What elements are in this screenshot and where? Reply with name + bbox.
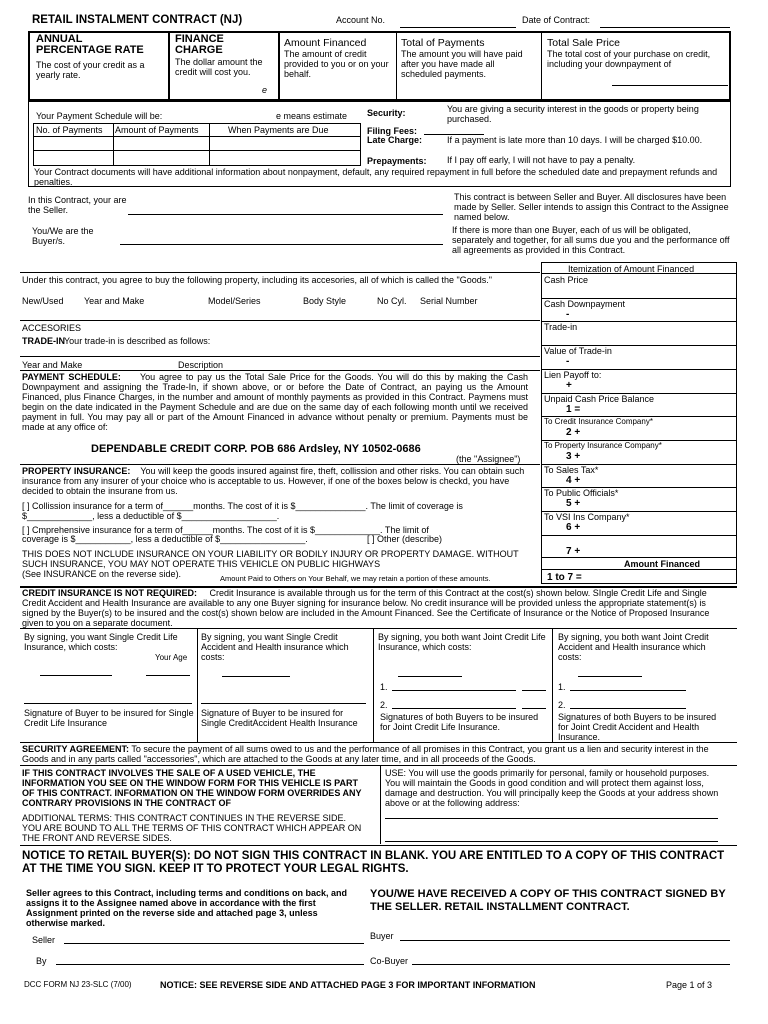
col-when-due: When Payments are Due [228, 125, 329, 135]
prepayments-text: If I pay off early, I will not have to pay a penalty. [447, 155, 636, 165]
notice-to-buyer: NOTICE TO RETAIL BUYER(S): DO NOT SIGN THIS CONTRACT IN BLANK. YOU ARE ENTITLED TO A COPY OF THIS CONTRACT AT THE TIME YOU SIGN. KEEP IT TO PROTECT YOUR LEGAL RIGHTS. [22, 850, 725, 875]
schedule-cell[interactable] [33, 136, 114, 151]
estimate-note: e means estimate [276, 111, 348, 121]
accident-health-cost-field[interactable] [222, 676, 290, 677]
itemization-row-label: To Sales Tax* [544, 464, 599, 475]
assignee-address: DEPENDABLE CREDIT CORP. POB 686 Ardsley, NY 10502-0686 [91, 443, 421, 455]
page-number: Page 1 of 3 [666, 980, 713, 990]
accident-health-sig-label: Signature of Buyer to be insured for Single CreditAccident Health Insurance [201, 708, 358, 728]
account-label: Account No. [336, 15, 386, 25]
seller-name-field[interactable] [128, 214, 443, 215]
trade-in-label: TRADE-IN [22, 336, 65, 346]
finance-charge-title-2: CHARGE [175, 44, 223, 56]
goods-col-year-make: Year and Make [84, 296, 145, 306]
itemization-row-label: Cash Price [544, 275, 589, 285]
itemization-divider [541, 511, 737, 512]
trade-description: Description [178, 360, 224, 370]
finance-charge-title-1: FINANCE [175, 33, 224, 45]
trade-in-line[interactable] [20, 356, 540, 357]
seller-designation: In this Contract, your are the Seller. [28, 195, 127, 215]
footer-notice: NOTICE: SEE REVERSE SIDE AND ATTACHED PAGE 3 FOR IMPORTANT INFORMATION [160, 980, 536, 990]
buyer-designation: You/We are the Buyer/s. [32, 226, 94, 246]
credit-life-sig-label: Signature of Buyer to be insured for Single Credit Life Insurance [24, 708, 194, 728]
form-number: DCC FORM NJ 23-SLC (7/00) [24, 980, 132, 989]
schedule-cell[interactable] [209, 150, 361, 166]
schedule-intro: Your Payment Schedule will be: [36, 111, 163, 121]
goods-line[interactable] [20, 320, 540, 321]
comprehensive-option[interactable]: [ ] Cmprehensive insurance for a term of______months. The cost of it is $_____________. The limit of [22, 525, 429, 535]
schedule-cell[interactable] [113, 150, 210, 166]
schedule-cell[interactable] [113, 136, 210, 151]
collision-option-line2: $_____________, less a deductible of $___________________. [22, 511, 280, 521]
itemization-row-value[interactable]: 4 + [566, 474, 581, 486]
seller-sig-label: Seller [32, 935, 56, 945]
additional-terms: ADDITIONAL TERMS: THIS CONTRACT CONTINUES IN THE REVERSE SIDE. YOU ARE BOUND TO ALL THE TERMS OF THIS CONTRACT WHICH APPEAR ON THE FRONT AND REVERSE SIDES. [22, 813, 362, 843]
itemization-row-label: Trade-in [544, 322, 578, 333]
goods-col-cyl: No Cyl. [377, 296, 407, 306]
apr-title-1: ANNUAL [36, 33, 83, 45]
total-sale-price-description: The total cost of your purchase on credit, including your downpayment of [547, 49, 711, 69]
apr-description: The cost of your credit as a yearly rate. [36, 60, 145, 80]
amount-financed-title: Amount Financed [284, 37, 367, 49]
address-line-2[interactable] [385, 841, 718, 842]
downpayment-field[interactable] [612, 85, 728, 86]
itemization-divider [541, 464, 737, 465]
joint-life-num2: 2. [380, 700, 388, 710]
itemization-row-value[interactable]: 6 + [566, 522, 581, 533]
joint-life-age-2[interactable] [522, 708, 546, 709]
seller-signature[interactable] [64, 943, 364, 944]
assignee-tag: (the "Assignee") [456, 454, 521, 464]
comprehensive-option-line2: coverage is $___________, less a deductible of $_________________. [22, 534, 308, 544]
account-field[interactable] [400, 27, 516, 28]
address-line-1[interactable] [385, 818, 718, 819]
itemization-row-label: Cash Downpayment [544, 298, 626, 309]
schedule-cell[interactable] [33, 150, 114, 166]
late-charge-text: If a payment is late more than 10 days. I will be charged $10.00. [447, 135, 703, 145]
security-agreement-label: SECURITY AGREEMENT: [22, 744, 130, 754]
other-option[interactable]: [ ] Other (describe) [367, 534, 443, 544]
itemization-row-label: Lien Payoff to: [544, 369, 602, 380]
itemization-divider [541, 440, 737, 441]
joint-accident-sig-label: Signatures of both Buyers to be insured for Joint Credit Accident and Health Insurance. [558, 712, 717, 742]
accessories-label: ACCESORIES [22, 323, 82, 333]
buyer-signature[interactable] [400, 940, 730, 941]
credit-life-heading: By signing, you want Single Credit Life Insurance, which costs: [24, 632, 178, 652]
itemization-divider [541, 345, 737, 346]
itemization-row-value[interactable]: 2 + [566, 427, 581, 439]
joint-life-cost-field[interactable] [398, 676, 462, 677]
col-no-payments: No. of Payments [36, 125, 103, 135]
trade-in-text: Your trade-in is described as follows: [64, 336, 211, 346]
itemization-row-label: To VSI Ins Company* [544, 512, 630, 522]
joint-life-num1: 1. [380, 682, 388, 692]
apr-title-2: PERCENTAGE RATE [36, 44, 144, 56]
joint-accident-heading: By signing, you both want Joint Credit Accident and Health insurance which costs: [558, 632, 709, 662]
liability-warning: THIS DOES NOT INCLUDE INSURANCE ON YOUR LIABILITY OR BODILY INJURY OR PROPERTY DAMAGE. WITHOUT SUCH INSURANCE, YOU MAY NOT OPERATE THIS VEHICLE ON PUBLIC HIGHWAYS [22, 549, 519, 569]
itemization-divider [541, 416, 737, 417]
payment-schedule-text: PAYMENT SCHEDULE: You agree to pay us the Total Sale Price for the Goods. You will do this by making the Cash Downpayment and assigning the Trade-In, if shown above, or or before the Date of Contract, an paying us the Amount Financed, plus Finance Charges, in the number and amount of monthly payments as provided in this Contract. Paymens must begin on the date indicated in the Payment Schedule and are due on the same day of each following month until we received payment in full. You may pay all or part of the Amount Financed in advance without penalty or premium. Payments must be made at any office of: [22, 372, 528, 432]
collision-option[interactable]: [ ] Collission insurance for a term of______months. The cost of it is $______________. The limit of coverage is [22, 501, 463, 511]
itemization-row-value[interactable]: 7 + [566, 545, 581, 557]
finance-charge-description: The dollar amount the credit will cost you. [175, 57, 263, 77]
itemization-row-label: To Property Insurance Company* [544, 440, 662, 450]
itemization-row-value[interactable]: - [566, 356, 570, 368]
contract-title: RETAIL INSTALMENT CONTRACT (NJ) [32, 14, 243, 26]
total-sale-price-title: Total Sale Price [547, 37, 620, 49]
itemization-row-label: To Credit Insurance Company* [544, 417, 653, 427]
property-insurance-label: PROPERTY INSURANCE: [22, 466, 131, 476]
security-label: Security: [367, 108, 406, 118]
age-field[interactable] [146, 675, 190, 676]
filing-fees-label: Filing Fees: [367, 126, 418, 136]
joint-accident-signature-1[interactable] [570, 690, 686, 691]
itemization-row-value[interactable]: + [566, 379, 572, 391]
schedule-cell[interactable] [209, 136, 361, 151]
total-1-to-7: 1 to 7 = [547, 572, 582, 583]
credit-insurance-text: CREDIT INSURANCE IS NOT REQUIRED: Credit Insurance is available through us for the term of this Contract at the cost(s) shown below. SIngle Credit Life and Single Credit Accident and Health Insurance are available to any one Buyer signing for insurance below. No credit insurance will be provided unless the appropriate statement(s) is signed by the Buyer(s) to be insured and the cost(s) shown below are included in the Amount Financed. See the Certificate of Insurance or the Notice of Proposed Insurance given to you on a separate document. [22, 588, 710, 628]
itemization-row-value[interactable]: 3 + [566, 450, 581, 462]
itemization-title: Itemization of Amount Financed [568, 264, 695, 274]
joint-life-heading: By signing, you both want Joint Credit Life Insurance, which costs: [378, 632, 546, 652]
goods-col-serial: Serial Number [420, 296, 478, 306]
amount-financed-label: Amount Financed [624, 559, 700, 569]
joint-life-sig-label: Signatures of both Buyers to be insured for Joint Credit Life Insurance. [380, 712, 539, 732]
seller-text: This contract is between Seller and Buyer. All disclosures have been made by Seller. Seller intends to assign this Contract to the Assignee named below. [454, 192, 729, 222]
itemization-divider [541, 369, 737, 370]
itemization-divider [541, 393, 737, 394]
copy-received: YOU/WE HAVE RECEIVED A COPY OF THIS CONTRACT SIGNED BY THE SELLER. RETAIL INSTALLMENT CONTRACT. [370, 888, 726, 913]
used-vehicle-notice: IF THIS CONTRACT INVOLVES THE SALE OF A USED VEHICLE, THE INFORMATION YOU SEE ON THE WINDOW FORM FOR THIS VEHICLE IS PART OF THIS CONTRACT. INFORMATION ON THE WINDOW FORM OVERRIDES ANY CONTRARY PROVISIONS IN THE CONTRACT OF [22, 768, 362, 808]
joint-life-age-1[interactable] [522, 690, 546, 691]
accident-health-heading: By signing, you want Single Credit Accident and Health insurance which costs: [201, 632, 349, 662]
joint-accident-signature-2[interactable] [570, 708, 686, 709]
joint-life-signature-2[interactable] [392, 708, 516, 709]
itemization-row-label: Unpaid Cash Price Balance [544, 393, 655, 404]
col-amount-payments: Amount of Payments [115, 125, 199, 135]
documents-note: Your Contract documents will have additional information about nonpayment, default, any required repayment in full before the scheduled date and prepayment refunds and penalties. [34, 167, 718, 187]
goods-col-body: Body Style [303, 296, 347, 306]
itemization-row-value[interactable]: 1 = [566, 403, 581, 415]
itemization-row-label: Value of Trade-in [544, 346, 612, 357]
joint-life-signature-1[interactable] [392, 690, 516, 691]
late-charge-label: Late Charge: [367, 135, 423, 145]
by-sig-label: By [36, 956, 47, 966]
credit-insurance-label: CREDIT INSURANCE IS NOT REQUIRED: [22, 588, 198, 598]
by-signature[interactable] [56, 964, 364, 965]
credit-life-signature[interactable] [24, 703, 192, 704]
use-text: USE: You will use the goods primarily for personal, family or household purposes. You will maintain the Goods in good condition and will protect them against loss, damage and destruction. You will principally keep the Goods at your address shown above or at the following address: [385, 768, 719, 808]
buyer-sig-label: Buyer [370, 931, 394, 941]
date-field[interactable] [600, 27, 730, 28]
goods-col-model: Model/Series [208, 296, 261, 306]
itemization-divider [541, 321, 737, 322]
goods-col-new-used: New/Used [22, 296, 64, 306]
credit-life-cost-field[interactable] [40, 675, 112, 676]
see-insurance-reverse: (See INSURANCE on the reverse side). [22, 569, 182, 579]
total-payments-description: The amount you will have paid after you have made all scheduled payments. [401, 49, 523, 79]
itemization-row-value[interactable]: - [566, 308, 570, 320]
total-payments-title: Total of Payments [401, 37, 485, 49]
payment-schedule-label: PAYMENT SCHEDULE: [22, 372, 121, 382]
joint-accident-cost-field[interactable] [578, 676, 642, 677]
your-age-label: Your Age [155, 653, 188, 662]
security-text: You are giving a security interest in the goods or property being purchased. [447, 104, 699, 124]
goods-intro: Under this contract, you agree to buy the following property, including its accesories, all of which is called the "Goods." [22, 275, 492, 285]
accident-health-signature[interactable] [201, 703, 366, 704]
joint-accident-num1: 1. [558, 682, 566, 692]
estimate-mark: e [262, 85, 268, 95]
seller-agreement: Seller agrees to this Contract, including terms and conditions on back, and assigns it to the Assignee named above in accordance with the first Assignment printed on the reverse side and attached page 3, unless otherwise marked. [26, 888, 348, 928]
itemization-row-label: To Public Officials* [544, 488, 619, 499]
itemization-divider [541, 298, 737, 299]
buyer-text: If there is more than one Buyer, each of us will be obligated, separately and together, for all sums due you and the performance off all agreements as provided in this Contract. [452, 225, 730, 255]
cobuyer-sig-label: Co-Buyer [370, 956, 409, 966]
amount-financed-description: The amount of credit provided to you or on your behalf. [284, 49, 389, 79]
paid-to-others-note: Amount Paid to Others on Your Behalf, we may retain a portion of these amounts. [220, 574, 491, 583]
date-label: Date of Contract: [522, 15, 591, 25]
joint-accident-num2: 2. [558, 700, 566, 710]
itemization-divider [541, 535, 737, 536]
security-agreement-text: SECURITY AGREEMENT: To secure the payment of all sums owed to us and the performance of all promises in this Contract, you grant us a lien and security interest in the Goods and in any parts called "accessories", which are attached to the Goods at any later time, and in all proceeds of the Goods. [22, 744, 709, 764]
property-insurance-text: PROPERTY INSURANCE: You will keep the goods insured against fire, theft, collission and other risks. You can obtain such insurance from any insurer of your choice who is acceptable to us. However, if one of the boxes below is checkd, you have decided to obtain the insurane from us. [22, 466, 525, 496]
trade-year-make: Year and Make [22, 360, 83, 370]
cobuyer-signature[interactable] [412, 964, 730, 965]
itemization-divider [541, 487, 737, 488]
prepayments-label: Prepayments: [367, 156, 427, 166]
itemization-row-value[interactable]: 5 + [566, 498, 581, 510]
buyer-name-field[interactable] [120, 244, 443, 245]
